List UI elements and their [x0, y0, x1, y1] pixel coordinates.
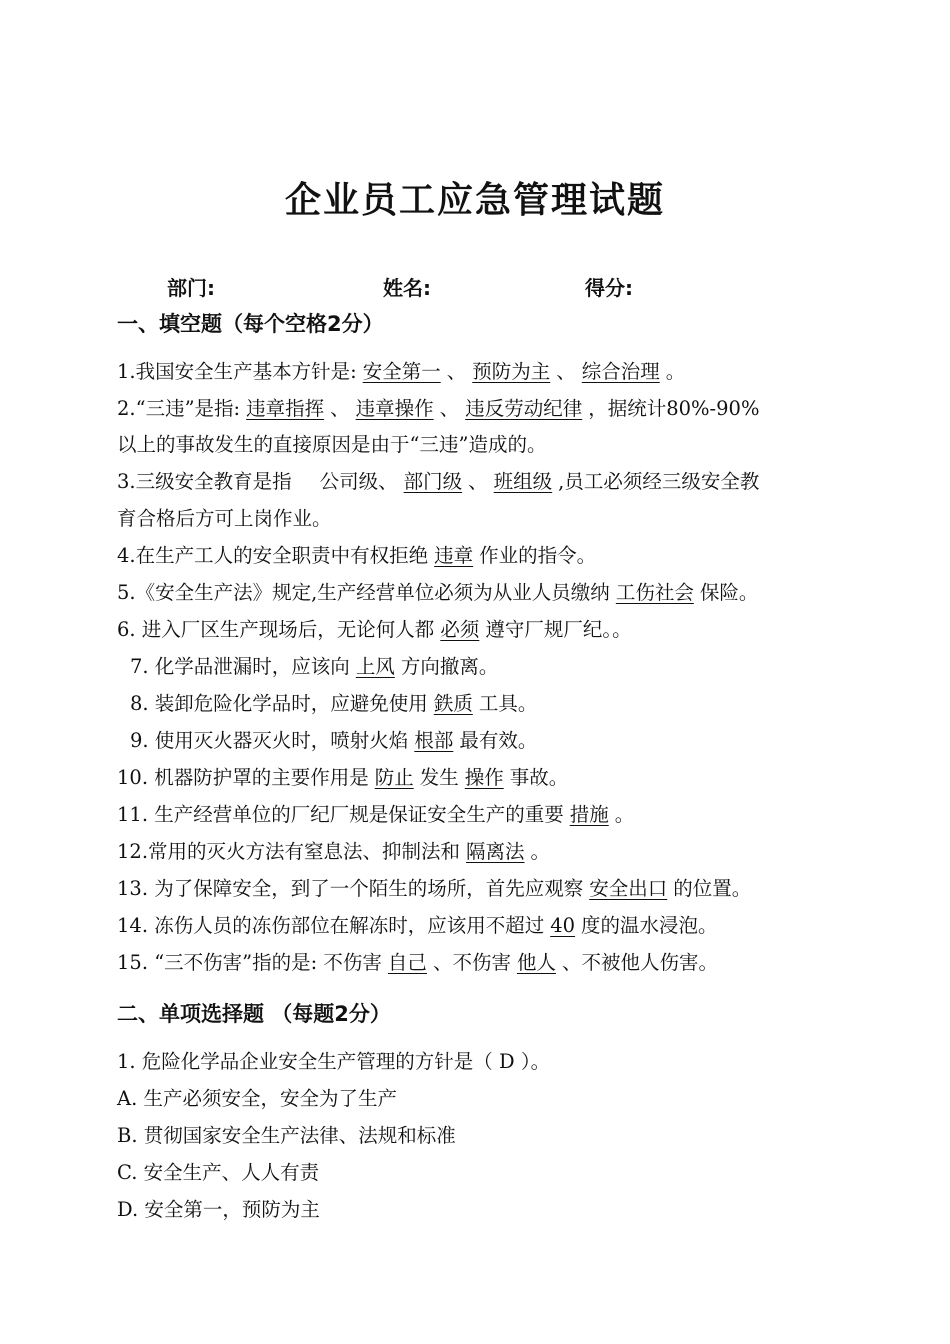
- answer-blank: 防止: [374, 766, 414, 789]
- answer-blank: 安全第一: [362, 360, 441, 383]
- fill-question-11: 11. 生产经营单位的厂纪厂规是保证安全生产的重要 措施 。: [117, 803, 635, 826]
- answer-blank: 部门级: [403, 470, 463, 493]
- fill-question-7: 7. 化学品泄漏时，应该向 上风 方向撤离。: [130, 655, 499, 678]
- fill-question-10: 10. 机器防护罩的主要作用是 防止 发生 操作 事故。: [117, 766, 569, 789]
- fill-question-12: 12.常用的灭火方法有窒息法、抑制法和 隔离法 。: [117, 840, 551, 863]
- mc-option-d: D. 安全第一，预防为主: [117, 1198, 320, 1221]
- answer-blank: 上风: [355, 655, 395, 678]
- answer-blank: 隔离法: [466, 840, 525, 863]
- fill-question-6: 6. 进入厂区生产现场后，无论何人都 必须 遵守厂规厂纪。。: [117, 618, 632, 641]
- mc-question-1: 1. 危险化学品企业安全生产管理的方针是（ D ）。: [117, 1050, 551, 1073]
- answer-blank: 40: [550, 914, 576, 937]
- fill-question-1: 1.我国安全生产基本方针是: 安全第一 、 预防为主 、 综合治理 。: [117, 360, 686, 383]
- page-title: 企业员工应急管理试题: [284, 180, 665, 221]
- fill-question-14: 14. 冻伤人员的冻伤部位在解冻时，应该用不超过 40 度的温水浸泡。: [117, 914, 718, 937]
- answer-blank: 措施: [569, 803, 609, 826]
- answer-blank: 违章操作: [355, 397, 434, 420]
- answer-blank: 违章: [434, 544, 474, 567]
- fill-question-2: 2.“三违”是指: 违章指挥 、 违章操作 、 违反劳动纪律 ，据统计80%-90%: [117, 397, 760, 420]
- fill-question-2-continued: 以上的事故发生的直接原因是由于“三违”造成的。: [117, 433, 547, 456]
- department-label: 部门:: [167, 276, 215, 300]
- fill-question-13: 13. 为了保障安全，到了一个陌生的场所，首先应观察 安全出口 的位置。: [117, 877, 752, 900]
- name-label: 姓名:: [383, 276, 431, 300]
- answer-blank: 操作: [464, 766, 504, 789]
- fill-question-5: 5.《安全生产法》规定,生产经营单位必须为从业人员缴纳 工伤社会 保险。: [117, 581, 759, 604]
- answer-blank: 预防为主: [472, 360, 551, 383]
- score-label: 得分:: [585, 276, 633, 300]
- section-multiple-choice-heading: 二、单项选择题 （每题2分）: [117, 1002, 391, 1026]
- fill-question-3-continued: 育合格后方可上岗作业。: [117, 507, 332, 530]
- answer-blank: 鉄质: [433, 692, 473, 715]
- answer-blank: 违章指挥: [246, 397, 325, 420]
- answer-blank: 违反劳动纪律: [465, 397, 583, 420]
- answer-blank: 工伤社会: [615, 581, 694, 604]
- fill-question-15: 15. “三不伤害”指的是: 不伤害 自己 、不伤害 他人 、不被他人伤害。: [117, 951, 718, 974]
- fill-question-8: 8. 装卸危险化学品时，应避免使用 鉄质 工具。: [130, 692, 538, 715]
- answer-blank: 班组级: [493, 470, 553, 493]
- answer-blank: 必须: [440, 618, 480, 641]
- answer-blank: 综合治理: [581, 360, 660, 383]
- fill-question-9: 9. 使用灭火器灭火时，喷射火焰 根部 最有效。: [130, 729, 538, 752]
- answer-blank: 他人: [516, 951, 556, 974]
- mc-option-a: A. 生产必须安全，安全为了生产: [117, 1087, 397, 1110]
- mc-option-c: C. 安全生产、人人有责: [117, 1161, 320, 1184]
- answer-blank: 根部: [414, 729, 454, 752]
- mc-option-b: B. 贯彻国家安全生产法律、法规和标准: [117, 1124, 456, 1147]
- fill-question-3: 3.三级安全教育是指 公司级、 部门级 、 班组级 ,员工必须经三级安全教: [117, 470, 760, 493]
- answer-blank: 安全出口: [589, 877, 668, 900]
- answer-blank: 自己: [387, 951, 427, 974]
- fill-question-4: 4.在生产工人的安全职责中有权拒绝 违章 作业的指令。: [117, 544, 597, 567]
- section-fill-in-heading: 一、填空题（每个空格2分）: [117, 312, 384, 336]
